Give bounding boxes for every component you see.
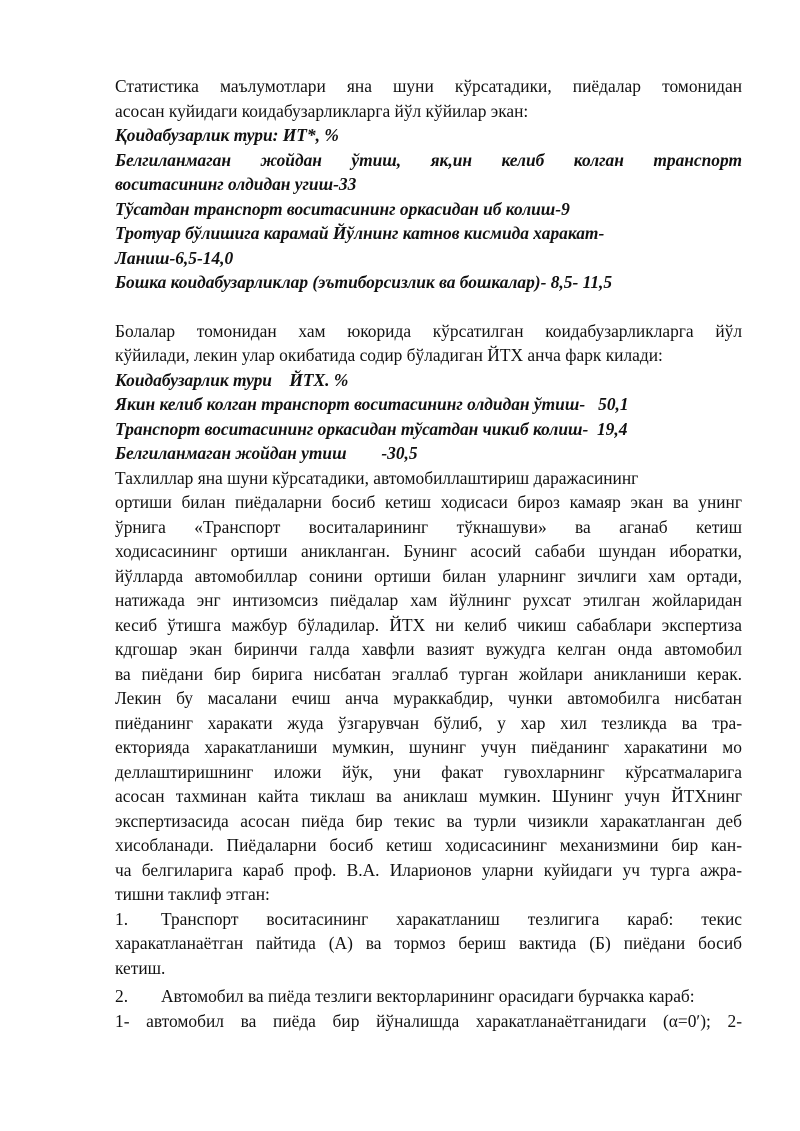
paragraph-line: асосан тахминан кайта тиклаш ва аниклаш мумкин. Шунинг учун ЙТХнинг	[115, 786, 742, 806]
list-item-text: Автомобил ва пиёда тезлиги векторларининг орасидаги бурчакка караб:	[161, 986, 695, 1006]
paragraph-spacer	[115, 295, 742, 319]
list-item: Белгиланмаган жойдан утиш -30,5	[115, 443, 418, 463]
paragraph-line: кўйилади, лекин улар окибатида содир бўладиган ЙТХ анча фарк килади:	[115, 345, 663, 365]
list-item: Ланиш-6,5-14,0	[115, 247, 234, 268]
paragraph-line: харакатланаётган пайтида (А) ва тормоз бериш вактида (Б) пиёдани босиб	[115, 933, 742, 953]
document-page	[115, 74, 742, 1033]
list-item: Белгиланмаган жойдан ўтиш, як,ин келиб колган транспорт	[115, 149, 742, 170]
paragraph-line: ходисасининг ортиши аникланган. Бунинг асосий сабаби шундан иборатки,	[115, 541, 742, 561]
paragraph-line: натижада энг интизомсиз пиёдалар хам йўлнинг рухсат этилган жойларидан	[115, 590, 742, 610]
list-item: воситасининг олдидан угиш-33	[115, 174, 357, 194]
paragraph-line: Болалар томонидан хам юкорида кўрсатилган коидабузарликларга йўл	[115, 320, 742, 341]
list-number: 1.	[115, 908, 129, 929]
paragraph-line: 1- автомобил ва пиёда бир йўналишда харакатланаётганидаги (α=0ʹ); 2-	[115, 1010, 742, 1031]
list-item: Тротуар бўлишига карамай Йўлнинг катнов кисмида харакат-	[115, 223, 605, 243]
paragraph-line: екторияда харакатланиши мумкин, шунинг учун пиёданинг харакатини мо	[115, 737, 742, 757]
paragraph-line: ва пиёдани бир бирига нисбатан эгаллаб турган жойлари аникланиши керак.	[115, 663, 742, 684]
numbered-list-item	[115, 907, 742, 932]
paragraph-line: хисобланади. Пиёдаларни босиб кетиш ходисасининг механизмини бир кан-	[115, 835, 742, 855]
paragraph-line: деллаштиришнинг иложи йўк, уни факат гувохларнинг кўрсатмаларига	[115, 761, 742, 782]
paragraph-line: кдгошар экан биринчи галда хавфли вазият вужудга келган онда автомобил	[115, 639, 742, 659]
paragraph-line: ўрнига «Транспорт воситаларининг тўкнашуви» ва аганаб кетиш	[115, 516, 742, 537]
paragraph-line: Статистика маълумотлари яна шуни кўрсатадики, пиёдалар томонидан	[115, 76, 742, 96]
paragraph-line: экспертизасида асосан пиёда бир текис ва турли чизикли харакатланган деб	[115, 810, 742, 831]
paragraph-line: пиёданинг харакати жуда ўзгарувчан бўлиб, у хар хил тезликда ва тра-	[115, 712, 742, 733]
numbered-list-item	[115, 984, 742, 1009]
paragraph-line: тишни таклиф этган:	[115, 884, 270, 904]
list-item-text: Транспорт воситасининг харакатланиш тезлигига караб: текис	[161, 908, 742, 929]
list-item: Транспорт воситасининг оркасидан тўсатдан чикиб колиш- 19,4	[115, 418, 628, 439]
paragraph-line: асосан куйидаги коидабузарликларга йўл кўйилар экан:	[115, 100, 529, 121]
table-header: Коидабузарлик тури ЙТХ. %	[115, 369, 349, 390]
paragraph-line: Лекин бу масалани ечиш анча мураккабдир, чунки автомобилга нисбатан	[115, 688, 742, 708]
paragraph-line: кесиб ўтишга мажбур бўладилар. ЙТХ ни келиб чикиш сабаблари экспертиза	[115, 614, 742, 635]
paragraph-line: ча белгиларига караб проф. В.А. Иларионов уларни куйидаги уч турга ажра-	[115, 859, 742, 880]
table-header: Қоидабузарлик тури: ИТ*, %	[115, 125, 339, 145]
list-item: Бошка коидабузарликлар (эътиборсизлик ва бошкалар)- 8,5- 11,5	[115, 272, 613, 292]
paragraph-line: ортиши билан пиёдаларни босиб кетиш ходисаси бироз камаяр экан ва унинг	[115, 492, 742, 512]
paragraph-line: кетиш.	[115, 957, 166, 978]
paragraph-line: Тахлиллар яна шуни кўрсатадики, автомобиллаштириш даражасининг	[115, 467, 639, 488]
list-number: 2.	[115, 986, 129, 1006]
paragraph-line: йўлларда автомобиллар сонини ортиши билан уларнинг зичлиги хам ортади,	[115, 565, 742, 586]
list-item: Якин келиб колган транспорт воситасининг олдидан ўтиш- 50,1	[115, 394, 629, 414]
list-item: Тўсатдан транспорт воситасининг оркасидан иб колиш-9	[115, 198, 570, 219]
